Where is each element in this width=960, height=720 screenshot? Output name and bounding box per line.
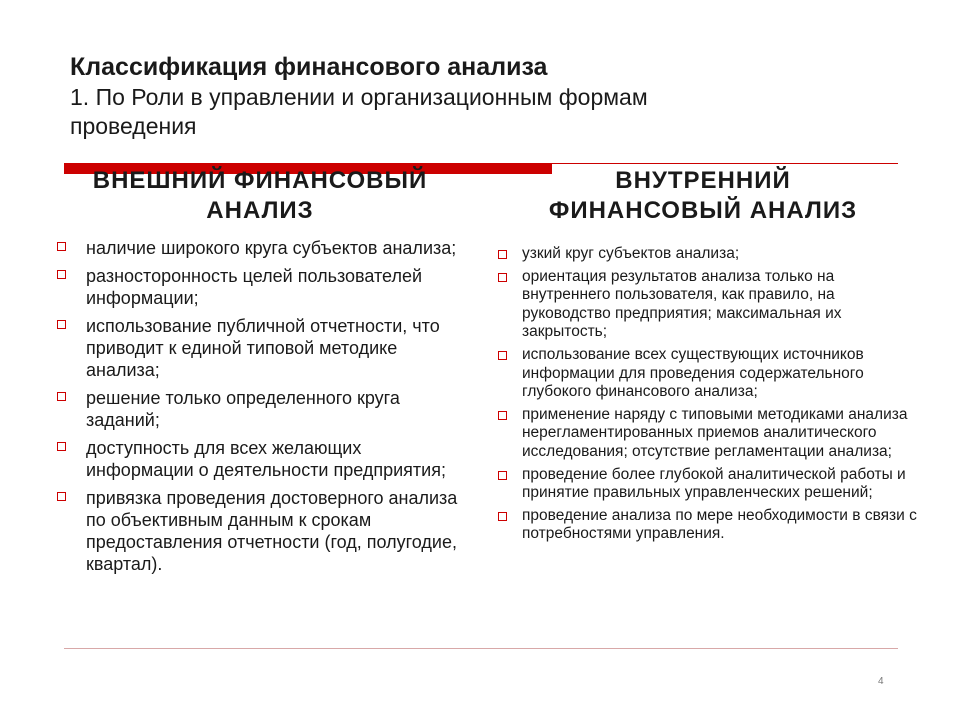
accent-line: [552, 163, 898, 164]
list-item-text: доступность для всех желающих информации о деятельности предприятия;: [86, 438, 446, 480]
list-item-text: применение наряду с типовыми методиками анализа нерегламентированных приемов аналитического исследования; отсутствие регламентации анализа;: [522, 405, 908, 460]
list-item: [55, 237, 465, 259]
square-bullet-icon: [57, 492, 66, 501]
list-item: [55, 487, 465, 575]
list-item-text: наличие широкого круга субъектов анализа;: [86, 238, 457, 258]
square-bullet-icon: [498, 512, 507, 521]
internal-analysis-heading: [498, 166, 908, 226]
bottom-divider: [64, 648, 898, 649]
square-bullet-icon: [498, 250, 507, 259]
list-item: [55, 265, 465, 309]
square-bullet-icon: [498, 273, 507, 282]
list-item-text: использование публичной отчетности, что приводит к единой типовой методике анализа;: [86, 316, 440, 380]
slide-title: Классификация финансового анализа: [70, 53, 548, 81]
list-item-text: решение только определенного круга заданий;: [86, 388, 400, 430]
list-item-text: проведение более глубокой аналитической работы и принятие правильных управленческих решений;: [522, 465, 906, 502]
external-analysis-list: [55, 237, 465, 581]
internal-heading-line2: ФИНАНСОВЫЙ АНАЛИЗ: [548, 197, 858, 224]
square-bullet-icon: [57, 270, 66, 279]
list-item: [496, 245, 926, 264]
external-heading-line2: АНАЛИЗ: [206, 197, 314, 224]
list-item-text: ориентация результатов анализа только на внутреннего пользователя, как правило, на руководство предприятия; максимальная их закрытость;: [522, 267, 842, 341]
list-item: [496, 346, 926, 402]
slide-subtitle-line2: проведения: [70, 113, 197, 139]
page-number: 4: [878, 676, 884, 687]
list-item: [496, 507, 926, 544]
list-item: [55, 315, 465, 381]
square-bullet-icon: [57, 242, 66, 251]
title-block: [70, 52, 910, 141]
slide-subtitle-line1: 1. По Роли в управлении и организационным формам: [70, 84, 648, 110]
internal-heading-line1: ВНУТРЕННИЙ: [615, 167, 791, 194]
square-bullet-icon: [498, 411, 507, 420]
square-bullet-icon: [498, 471, 507, 480]
square-bullet-icon: [498, 351, 507, 360]
list-item: [496, 406, 926, 462]
list-item-text: узкий круг субъектов анализа;: [522, 245, 740, 262]
list-item: [55, 437, 465, 481]
list-item: [496, 268, 926, 342]
square-bullet-icon: [57, 392, 66, 401]
list-item-text: проведение анализа по мере необходимости в связи с потребностями управления.: [522, 506, 917, 543]
list-item: [496, 466, 926, 503]
list-item-text: привязка проведения достоверного анализа по объективным данным к срокам предоставления отчетности (год, полугодие, квартал).: [86, 488, 458, 574]
list-item-text: разносторонность целей пользователей информации;: [86, 266, 423, 308]
external-heading-line1: ВНЕШНИЙ ФИНАНСОВЫЙ: [92, 167, 428, 194]
list-item-text: использование всех существующих источников информации для проведения содержательного глубокого финансового анализа;: [522, 345, 864, 401]
internal-analysis-list: [496, 245, 926, 548]
square-bullet-icon: [57, 442, 66, 451]
external-analysis-heading: [50, 166, 470, 226]
square-bullet-icon: [57, 320, 66, 329]
list-item: [55, 387, 465, 431]
